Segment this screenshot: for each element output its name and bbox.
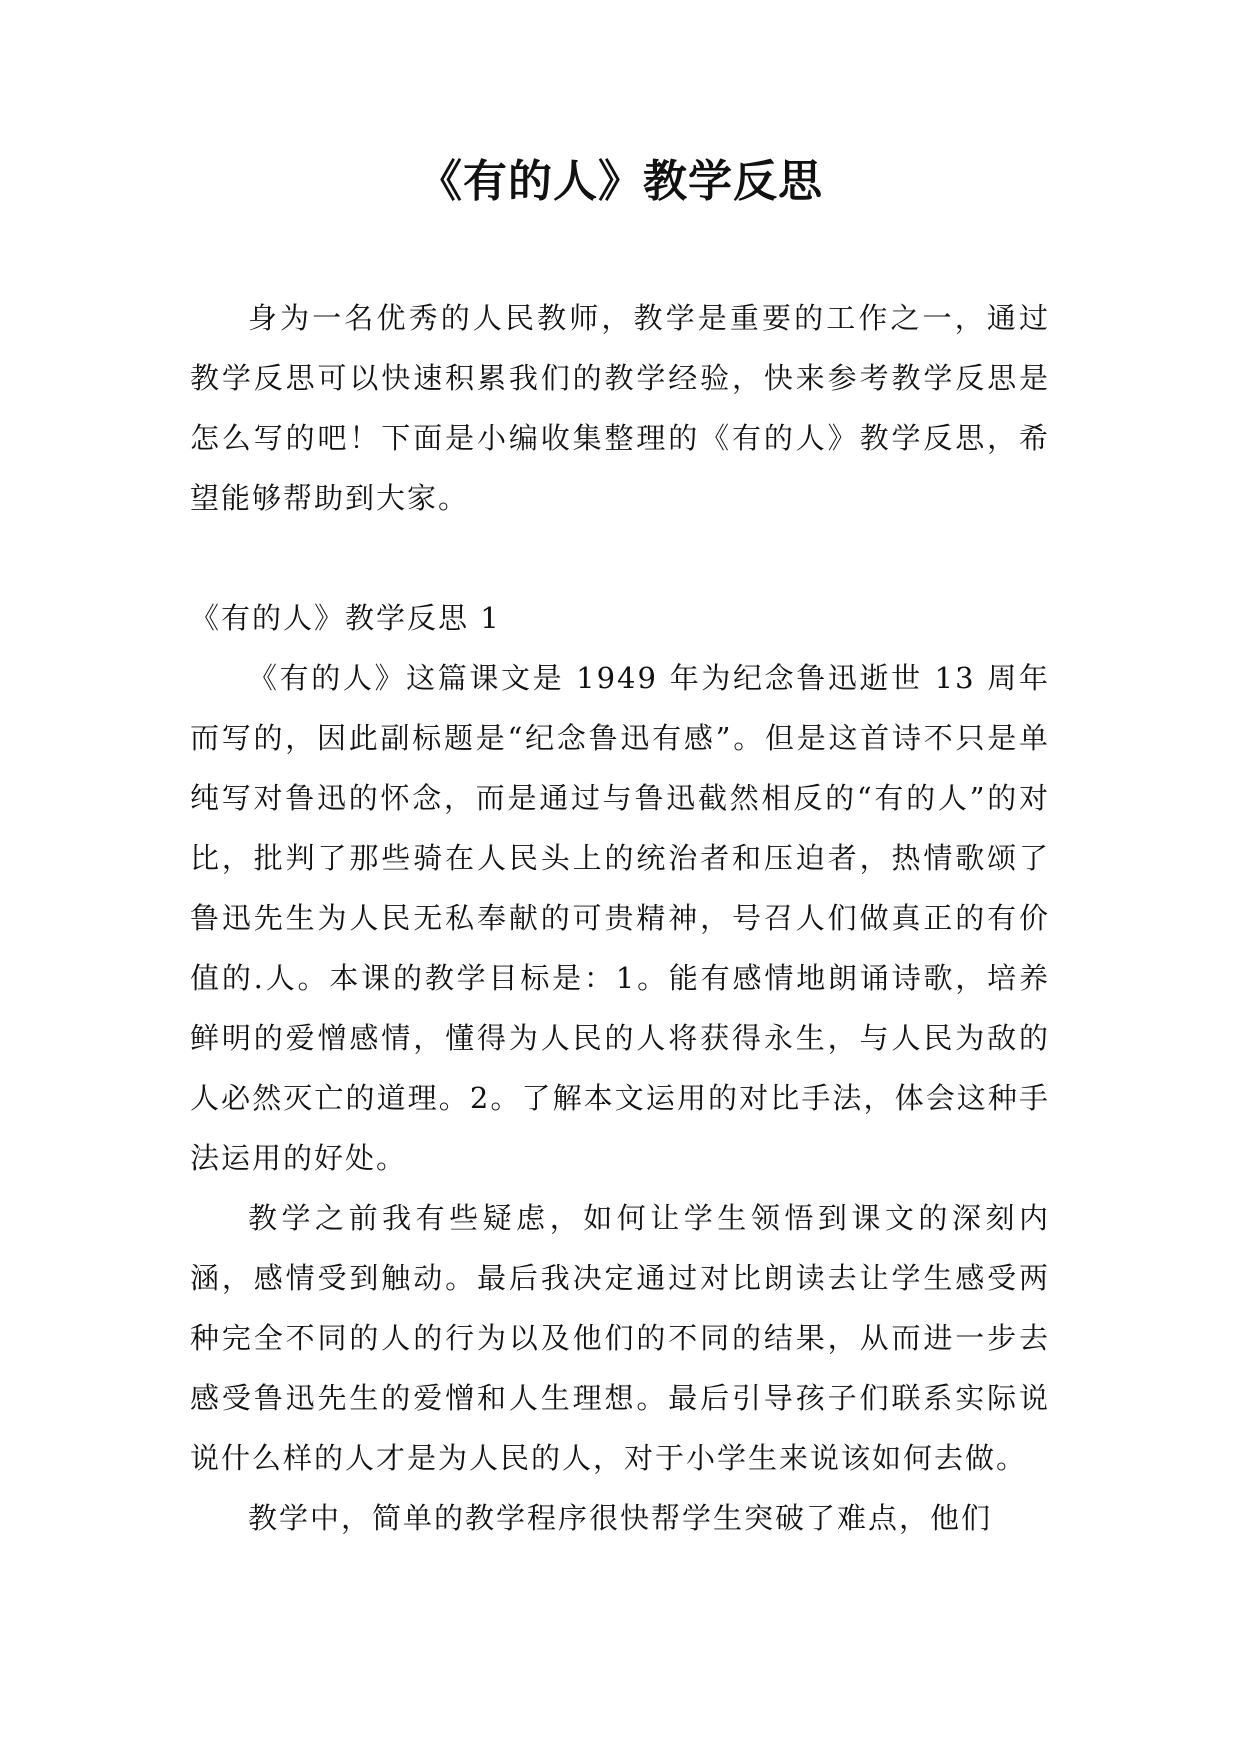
body-paragraph: 教学之前我有些疑虑，如何让学生领悟到课文的深刻内涵，感情受到触动。最后我决定通过对比朗读去让学生感受两种完全不同的人的行为以及他们的不同的结果，从而进一步去感受鲁迅先生的爱憎和人生理想。最后引导孩子们联系实际说说什么样的人才是为人民的人，对于小学生来说该如何去做。	[190, 1201, 1050, 1475]
section-heading: 《有的人》教学反思 1	[190, 601, 501, 635]
body-paragraph: 教学中，简单的教学程序很快帮学生突破了难点，他们	[248, 1501, 993, 1535]
body-paragraph: 《有的人》这篇课文是 1949 年为纪念鲁迅逝世 13 周年而写的，因此副标题是“纪念鲁迅有感”。但是这首诗不只是单纯写对鲁迅的怀念，而是通过与鲁迅截然相反的“有的人”的对比，批判了那些骑在人民头上的统治者和压迫者，热情歌颂了鲁迅先生为人民无私奉献的可贵精神，号召人们做真正的有价值的.人。本课的教学目标是：1。能有感情地朗诵诗歌，培养鲜明的爱憎感情，懂得为人民的人将获得永生，与人民为敌的人必然灭亡的道理。2。了解本文运用的对比手法，体会这种手法运用的好处。	[190, 661, 1050, 1175]
document-body	[190, 288, 1050, 1548]
intro-paragraph: 身为一名优秀的人民教师，教学是重要的工作之一，通过教学反思可以快速积累我们的教学经验，快来参考教学反思是怎么写的吧！下面是小编收集整理的《有的人》教学反思，希望能够帮助到大家。	[190, 301, 1050, 515]
document-title: 《有的人》教学反思	[418, 156, 823, 207]
